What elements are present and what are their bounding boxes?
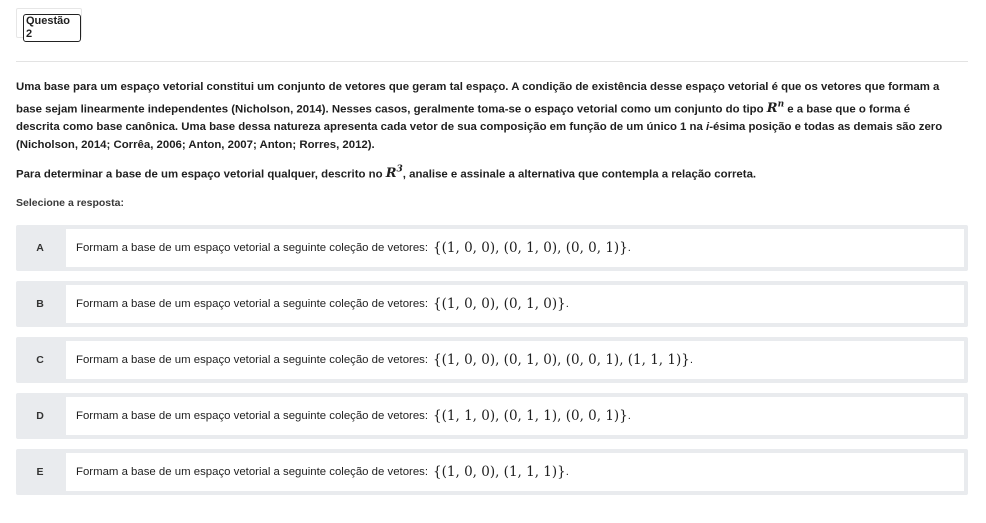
statement-part1: Uma base para um espaço vetorial constitui um conjunto de vetores que geram tal espaço. A condição de existência desse espaço vetorial é que os vetores que formam a base sejam linearmente independentes (Nicholson, 2014). Nesses casos, geralmente toma-se o espaço vetorial como um conjunto do tipo — [16, 81, 940, 116]
math-rn — [767, 101, 784, 116]
option-content[interactable] — [66, 341, 964, 379]
option-period: . — [565, 466, 569, 478]
option-text: Formam a base de um espaço vetorial a seguinte coleção de vetores: — [76, 354, 429, 366]
select-answer-label: Selecione a resposta: — [16, 197, 124, 209]
math-r3-exponent: 3 — [396, 165, 403, 175]
question-part1: Para determinar a base de um espaço vetorial qualquer, descrito no — [16, 168, 386, 181]
option-content[interactable] — [66, 453, 964, 491]
statement-part2: e a base que o forma é descrita como base canônica. Uma base dessa natureza apresenta cada vetor de sua composição em função de um único 1 na — [16, 103, 911, 134]
option-vector-set: {(1, 0, 0), (1, 1, 1)} — [433, 464, 566, 480]
option-content[interactable] — [66, 285, 964, 323]
option-letter: E — [36, 466, 44, 478]
option-vector-set: {(1, 1, 0), (0, 1, 1), (0, 0, 1)} — [433, 408, 628, 424]
math-rn-base: R — [766, 101, 778, 117]
question-prompt — [16, 161, 956, 183]
option-letter: A — [36, 242, 44, 254]
question-number-label[interactable]: Questão 2 — [23, 14, 81, 42]
option-period: . — [627, 242, 631, 254]
math-rn-exponent: n — [777, 100, 785, 110]
option-content[interactable] — [66, 229, 964, 267]
question-header — [16, 8, 82, 38]
option-letter: C — [36, 354, 44, 366]
divider — [16, 61, 968, 62]
option-vector-set: {(1, 0, 0), (0, 1, 0)} — [433, 296, 566, 312]
option-period: . — [565, 298, 569, 310]
option-text: Formam a base de um espaço vetorial a seguinte coleção de vetores: — [76, 242, 429, 254]
option-text: Formam a base de um espaço vetorial a seguinte coleção de vetores: — [76, 298, 429, 310]
answer-option-a[interactable] — [16, 225, 968, 271]
math-r3-base: R — [385, 166, 397, 182]
question-statement — [16, 78, 956, 154]
answer-option-b[interactable] — [16, 281, 968, 327]
option-vector-set: {(1, 0, 0), (0, 1, 0), (0, 0, 1)} — [433, 240, 628, 256]
option-content[interactable] — [66, 397, 964, 435]
answer-option-c[interactable] — [16, 337, 968, 383]
math-r3 — [386, 166, 403, 181]
answer-option-e[interactable] — [16, 449, 968, 495]
question-part2: , analise e assinale a alternativa que contempla a relação correta. — [402, 168, 757, 181]
option-text: Formam a base de um espaço vetorial a seguinte coleção de vetores: — [76, 466, 429, 478]
option-letter: B — [36, 298, 44, 310]
option-period: . — [689, 354, 694, 366]
option-letter: D — [36, 410, 44, 422]
statement-part3: -ésima posição e todas as demais são zero (Nicholson, 2014; Corrêa, 2006; Anton, 2007; Anton; Rorres, 2012). — [16, 121, 943, 152]
option-period: . — [627, 410, 631, 422]
statement-italic-i: i — [706, 121, 710, 134]
option-text: Formam a base de um espaço vetorial a seguinte coleção de vetores: — [76, 410, 429, 422]
answer-option-d[interactable] — [16, 393, 968, 439]
option-vector-set: {(1, 0, 0), (0, 1, 0), (0, 0, 1), (1, 1, 1)} — [433, 352, 690, 368]
